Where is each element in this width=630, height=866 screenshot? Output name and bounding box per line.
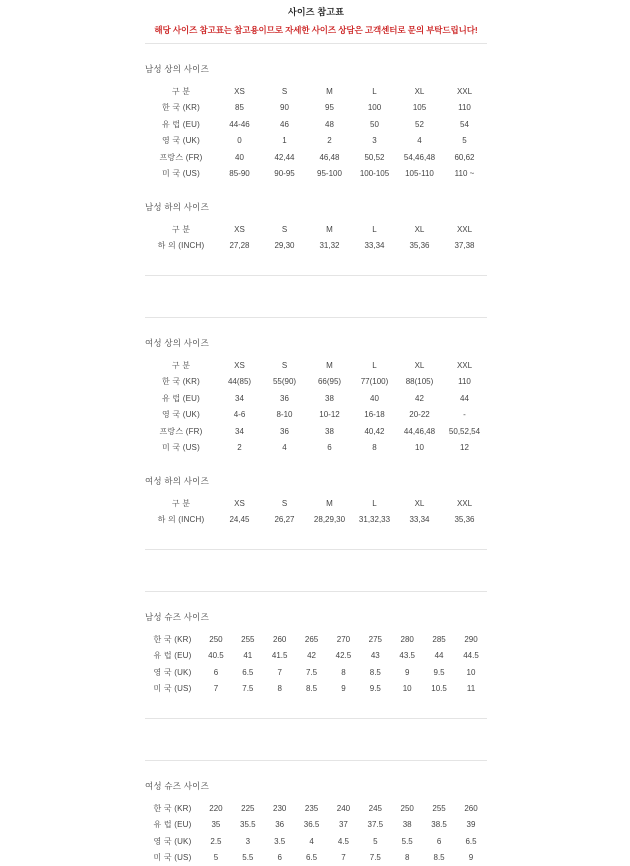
size-value: 7.5 (296, 664, 328, 681)
table-row (145, 664, 487, 681)
column-header: L (352, 357, 397, 374)
size-value: 7 (264, 664, 296, 681)
column-header: S (262, 357, 307, 374)
size-value: 4 (262, 440, 307, 457)
column-header: S (262, 83, 307, 100)
size-value: 26,27 (262, 512, 307, 529)
size-value: 35,36 (397, 238, 442, 255)
size-value: 1 (262, 133, 307, 150)
size-value: 9.5 (423, 664, 455, 681)
size-value: 42 (296, 648, 328, 665)
size-value: 85-90 (217, 166, 262, 183)
size-value: 10-12 (307, 407, 352, 424)
size-value: 245 (359, 800, 391, 817)
size-value: 8-10 (262, 407, 307, 424)
column-header: XL (397, 221, 442, 238)
section-title-mens-top: 남성 상의 사이즈 (145, 63, 487, 75)
size-value: 44,46,48 (397, 423, 442, 440)
column-header: M (307, 495, 352, 512)
row-label: 유 럽 (EU) (145, 648, 200, 665)
size-value: 5 (359, 833, 391, 850)
size-value: 105-110 (397, 166, 442, 183)
womens-top-size-table (145, 357, 487, 456)
divider (145, 760, 487, 761)
size-value: 4-6 (217, 407, 262, 424)
size-value: 12 (442, 440, 487, 457)
size-value: 38 (307, 390, 352, 407)
size-value: 6 (200, 664, 232, 681)
mens-shoes-size-table (145, 631, 487, 697)
womens-shoes-size-table (145, 800, 487, 866)
size-value: 29,30 (262, 238, 307, 255)
size-value: 42.5 (328, 648, 360, 665)
size-value: 34 (217, 423, 262, 440)
column-header: XXL (442, 221, 487, 238)
size-value: 4 (296, 833, 328, 850)
table-row (145, 833, 487, 850)
divider (145, 275, 487, 276)
size-value: 3 (232, 833, 264, 850)
size-value: 44 (442, 390, 487, 407)
size-value: 275 (359, 631, 391, 648)
size-value: 46,48 (307, 149, 352, 166)
size-value: 41.5 (264, 648, 296, 665)
row-label: 유 럽 (EU) (145, 116, 217, 133)
size-value: 100 (352, 100, 397, 117)
size-value: 250 (391, 800, 423, 817)
table-row (145, 440, 487, 457)
size-value: 255 (232, 631, 264, 648)
size-value: 40 (217, 149, 262, 166)
size-value: 40.5 (200, 648, 232, 665)
divider (145, 43, 487, 44)
size-value: 44(85) (217, 374, 262, 391)
column-header: M (307, 221, 352, 238)
size-value: 2 (307, 133, 352, 150)
size-value: 88(105) (397, 374, 442, 391)
size-value: 4 (397, 133, 442, 150)
column-header: S (262, 495, 307, 512)
size-value: 105 (397, 100, 442, 117)
size-value: 36 (262, 390, 307, 407)
table-row (145, 238, 487, 255)
column-header: L (352, 495, 397, 512)
size-value: 60,62 (442, 149, 487, 166)
column-header: XS (217, 357, 262, 374)
size-value: 35 (200, 817, 232, 834)
size-value: 55(90) (262, 374, 307, 391)
size-value: 95-100 (307, 166, 352, 183)
row-label: 영 국 (UK) (145, 133, 217, 150)
size-value: 10.5 (423, 681, 455, 698)
column-header: L (352, 221, 397, 238)
size-notice: 해당 사이즈 참고표는 참고용이므로 자세한 사이즈 상담은 고객센터로 문의 부탁드립니다! (145, 24, 487, 36)
section-title-womens-bottom: 여성 하의 사이즈 (145, 475, 487, 487)
size-value: - (442, 407, 487, 424)
section-break (145, 275, 487, 318)
row-label: 프랑스 (FR) (145, 149, 217, 166)
table-row (145, 512, 487, 529)
size-value: 40 (352, 390, 397, 407)
size-value: 110 (442, 100, 487, 117)
size-value: 35.5 (232, 817, 264, 834)
size-value: 9 (328, 681, 360, 698)
size-value: 5 (200, 850, 232, 866)
row-label: 영 국 (UK) (145, 664, 200, 681)
size-value: 5 (442, 133, 487, 150)
size-value: 270 (328, 631, 360, 648)
size-value: 6 (307, 440, 352, 457)
size-value: 39 (455, 817, 487, 834)
size-value: 5.5 (391, 833, 423, 850)
size-value: 20-22 (397, 407, 442, 424)
row-label: 한 국 (KR) (145, 100, 217, 117)
size-value: 8 (264, 681, 296, 698)
size-value: 90 (262, 100, 307, 117)
size-value: 250 (200, 631, 232, 648)
size-value: 77(100) (352, 374, 397, 391)
divider (145, 549, 487, 550)
size-value: 100-105 (352, 166, 397, 183)
size-value: 24,45 (217, 512, 262, 529)
table-row (145, 166, 487, 183)
row-label: 미 국 (US) (145, 440, 217, 457)
size-value: 38 (391, 817, 423, 834)
column-header: XXL (442, 357, 487, 374)
size-value: 230 (264, 800, 296, 817)
mens-top-size-table (145, 83, 487, 182)
row-label: 한 국 (KR) (145, 631, 200, 648)
size-value: 7.5 (359, 850, 391, 866)
table-row (145, 631, 487, 648)
size-value: 7 (200, 681, 232, 698)
size-value: 50,52 (352, 149, 397, 166)
size-value: 9 (455, 850, 487, 866)
size-value: 43 (359, 648, 391, 665)
row-label: 하 의 (INCH) (145, 238, 217, 255)
size-value: 42,44 (262, 149, 307, 166)
table-row (145, 390, 487, 407)
size-value: 2.5 (200, 833, 232, 850)
table-row (145, 817, 487, 834)
size-value: 85 (217, 100, 262, 117)
size-value: 110 (442, 374, 487, 391)
size-value: 8.5 (359, 664, 391, 681)
size-value: 46 (262, 116, 307, 133)
table-header-row (145, 221, 487, 238)
size-value: 36 (264, 817, 296, 834)
size-value: 50,52,54 (442, 423, 487, 440)
size-value: 10 (391, 681, 423, 698)
size-value: 3.5 (264, 833, 296, 850)
table-row (145, 374, 487, 391)
size-value: 16-18 (352, 407, 397, 424)
row-label: 한 국 (KR) (145, 374, 217, 391)
table-header-row (145, 357, 487, 374)
size-value: 31,32,33 (352, 512, 397, 529)
size-value: 50 (352, 116, 397, 133)
size-value: 11 (455, 681, 487, 698)
column-header: M (307, 357, 352, 374)
page-title: 사이즈 참고표 (145, 0, 487, 18)
size-value: 235 (296, 800, 328, 817)
table-row (145, 116, 487, 133)
size-value: 43.5 (391, 648, 423, 665)
row-label: 구 분 (145, 83, 217, 100)
size-value: 10 (397, 440, 442, 457)
size-guide-page (145, 0, 487, 866)
size-value: 110 ~ (442, 166, 487, 183)
table-row (145, 850, 487, 866)
section-title-mens-bottom: 남성 하의 사이즈 (145, 201, 487, 213)
size-value: 2 (217, 440, 262, 457)
size-value: 48 (307, 116, 352, 133)
size-value: 36.5 (296, 817, 328, 834)
size-value: 3 (352, 133, 397, 150)
size-value: 36 (262, 423, 307, 440)
size-value: 280 (391, 631, 423, 648)
size-value: 40,42 (352, 423, 397, 440)
size-value: 35,36 (442, 512, 487, 529)
size-value: 8 (328, 664, 360, 681)
row-label: 미 국 (US) (145, 681, 200, 698)
size-value: 37 (328, 817, 360, 834)
row-label: 구 분 (145, 357, 217, 374)
column-header: XL (397, 83, 442, 100)
size-value: 42 (397, 390, 442, 407)
size-value: 6.5 (296, 850, 328, 866)
section-title-mens-shoes: 남성 슈즈 사이즈 (145, 611, 487, 623)
size-value: 54 (442, 116, 487, 133)
size-value: 240 (328, 800, 360, 817)
column-header: XS (217, 221, 262, 238)
column-header: XXL (442, 83, 487, 100)
divider (145, 718, 487, 719)
size-value: 6 (423, 833, 455, 850)
table-row (145, 133, 487, 150)
size-value: 285 (423, 631, 455, 648)
size-value: 260 (264, 631, 296, 648)
column-header: XXL (442, 495, 487, 512)
size-value: 290 (455, 631, 487, 648)
column-header: M (307, 83, 352, 100)
row-label: 하 의 (INCH) (145, 512, 217, 529)
size-value: 0 (217, 133, 262, 150)
size-value: 95 (307, 100, 352, 117)
column-header: XS (217, 495, 262, 512)
row-label: 미 국 (US) (145, 850, 200, 866)
table-row (145, 407, 487, 424)
table-row (145, 423, 487, 440)
divider (145, 591, 487, 592)
section-title-womens-top: 여성 상의 사이즈 (145, 337, 487, 349)
size-value: 90-95 (262, 166, 307, 183)
size-value: 66(95) (307, 374, 352, 391)
column-header: XL (397, 357, 442, 374)
size-value: 41 (232, 648, 264, 665)
size-value: 37,38 (442, 238, 487, 255)
size-value: 9.5 (359, 681, 391, 698)
size-value: 8 (391, 850, 423, 866)
size-value: 260 (455, 800, 487, 817)
size-value: 34 (217, 390, 262, 407)
size-value: 8.5 (296, 681, 328, 698)
column-header: S (262, 221, 307, 238)
size-value: 4.5 (328, 833, 360, 850)
row-label: 유 럽 (EU) (145, 390, 217, 407)
row-label: 한 국 (KR) (145, 800, 200, 817)
mens-bottom-size-table (145, 221, 487, 254)
size-value: 265 (296, 631, 328, 648)
row-label: 영 국 (UK) (145, 407, 217, 424)
size-value: 52 (397, 116, 442, 133)
size-value: 7 (328, 850, 360, 866)
size-value: 6 (264, 850, 296, 866)
row-label: 유 럽 (EU) (145, 817, 200, 834)
size-value: 7.5 (232, 681, 264, 698)
table-row (145, 681, 487, 698)
column-header: XS (217, 83, 262, 100)
size-value: 10 (455, 664, 487, 681)
column-header: XL (397, 495, 442, 512)
column-header: L (352, 83, 397, 100)
section-break (145, 718, 487, 761)
row-label: 구 분 (145, 221, 217, 238)
table-row (145, 100, 487, 117)
table-row (145, 149, 487, 166)
size-value: 54,46,48 (397, 149, 442, 166)
row-label: 프랑스 (FR) (145, 423, 217, 440)
size-value: 44-46 (217, 116, 262, 133)
size-value: 38 (307, 423, 352, 440)
size-value: 33,34 (352, 238, 397, 255)
row-label: 영 국 (UK) (145, 833, 200, 850)
size-value: 220 (200, 800, 232, 817)
size-value: 44.5 (455, 648, 487, 665)
size-value: 6.5 (232, 664, 264, 681)
size-value: 33,34 (397, 512, 442, 529)
table-row (145, 648, 487, 665)
size-value: 31,32 (307, 238, 352, 255)
size-value: 225 (232, 800, 264, 817)
size-value: 44 (423, 648, 455, 665)
section-title-womens-shoes: 여성 슈즈 사이즈 (145, 780, 487, 792)
size-value: 38.5 (423, 817, 455, 834)
table-row (145, 800, 487, 817)
size-value: 27,28 (217, 238, 262, 255)
divider (145, 317, 487, 318)
row-label: 구 분 (145, 495, 217, 512)
table-header-row (145, 495, 487, 512)
row-label: 미 국 (US) (145, 166, 217, 183)
size-value: 9 (391, 664, 423, 681)
size-value: 8 (352, 440, 397, 457)
table-header-row (145, 83, 487, 100)
size-value: 255 (423, 800, 455, 817)
section-break (145, 549, 487, 592)
size-value: 28,29,30 (307, 512, 352, 529)
womens-bottom-size-table (145, 495, 487, 528)
size-value: 8.5 (423, 850, 455, 866)
size-value: 37.5 (359, 817, 391, 834)
size-value: 6.5 (455, 833, 487, 850)
size-value: 5.5 (232, 850, 264, 866)
